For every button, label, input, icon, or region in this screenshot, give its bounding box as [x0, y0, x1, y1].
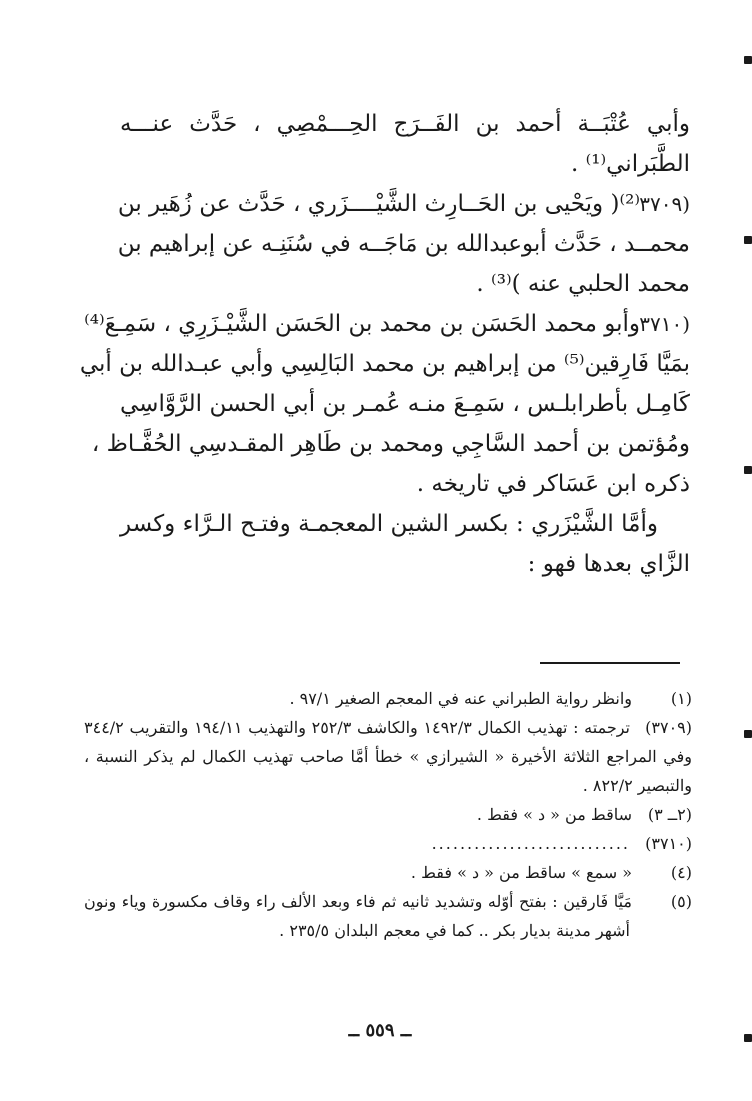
- footnote-number: (٤): [670, 863, 692, 882]
- text-line: وأبي عُتْبَــة أحمد بن الفَــرَج الحِـــمْصِي ، حَدَّث عنـــه: [120, 111, 690, 137]
- footnote-text: ............................: [431, 834, 630, 853]
- footnote-number: (٢ــ ٣): [647, 805, 692, 824]
- text-line: الزَّاي بعدها فهو :: [527, 551, 690, 577]
- footnote-4: [84, 858, 692, 887]
- text-line: محمــد ، حَدَّث أبوعبدالله بن مَاجَــه في سُنَنِـه عن إبراهيم بن: [117, 231, 690, 257]
- footnote-text: « سمع » ساقط من « د » فقط .: [410, 863, 632, 882]
- text-line: ذكره ابن عَسَاكر في تاريخه .: [416, 471, 690, 497]
- text-line: الطَّبَراني⁽¹⁾ .: [570, 151, 690, 177]
- footnote-text: أشهر مدينة بديار بكر .. كما في معجم البلدان ٢٣٥/٥ .: [279, 921, 630, 940]
- entry-number-3709: (٣٧٠٩: [639, 192, 690, 216]
- footnote-text: ترجمته : تهذيب الكمال ١٤٩٢/٣ والكاشف ٢٥٢/٣ والتهذيب ١٩٤/١١ والتقريب ٣٤٤/٢: [84, 718, 630, 737]
- text-line: كَامِـل بأطرابلـس ، سَمِـعَ منـه عُمـر بن أبي الحسن الرَّوَّاسِي: [120, 391, 690, 417]
- footnote-number: (٣٧١٠): [645, 834, 692, 853]
- text-line: ⁽²⁾( ويَحْيى بن الحَــارِث الشَّيْــــزَري ، حَدَّث عن زُهَير بن: [117, 191, 640, 217]
- scan-edge-mark: [744, 730, 752, 738]
- footnote-3709: [84, 713, 692, 742]
- footnote-separator: [540, 662, 680, 664]
- text-line: بمَيَّا فَارِقين⁽⁵⁾ من إبراهيم بن محمد البَالِسِي وأبي عبـدالله بن أبي: [79, 351, 690, 377]
- footnote-text: وفي المراجع الثلاثة الأخيرة « الشيرازي » خطأ أمَّا صاحب تهذيب الكمال لم يذكر النسبة ،: [84, 747, 692, 766]
- scan-edge-mark: [744, 56, 752, 64]
- footnote-1: [84, 684, 692, 713]
- entry-3710-line: [84, 304, 690, 344]
- text-line: وأبو محمد الحَسَن بن محمد بن الحَسَن الشَّيْـزَرِي ، سَمِـعَ⁽⁴⁾: [84, 311, 640, 337]
- entry-3709-line: [117, 184, 690, 224]
- scan-edge-mark: [744, 1034, 752, 1042]
- footnote-text: ساقط من « د » فقط .: [476, 805, 632, 824]
- scan-edge-mark: [744, 466, 752, 474]
- footnote-5: [84, 887, 692, 916]
- text-line: وأمَّا الشَّيْزَري : بكسر الشين المعجمـة وفتـح الـرَّاء وكسر: [120, 511, 658, 537]
- footnote-2-3: [84, 800, 692, 829]
- footnote-text: مَيَّا فَارقين : بفتح أوّله وتشديد ثانيه ثم فاء وبعد الألف راء وقاف مكسورة وياء ونون: [84, 892, 632, 911]
- text-line: ومُؤتمن بن أحمد السَّاجِي ومحمد بن طَاهِر المقـدسِي الحُفَّـاظ ،: [91, 431, 690, 457]
- footnote-number: (١): [670, 689, 692, 708]
- footnotes-block: [84, 680, 692, 945]
- footnote-3710: [84, 829, 692, 858]
- scan-edge-mark: [744, 236, 752, 244]
- entry-number-3710: (٣٧١٠: [639, 312, 690, 336]
- footnote-text: والتبصير ٨٢٢/٢ .: [582, 776, 692, 795]
- footnote-number: (٣٧٠٩): [645, 718, 692, 737]
- text-line: محمد الحلبي عنه )⁽³⁾ .: [476, 271, 690, 297]
- main-text-block: [79, 104, 690, 584]
- page-number: ــ ٥٥٩ ــ: [348, 1020, 412, 1041]
- footnote-text: وانظر رواية الطبراني عنه في المعجم الصغير ٩٧/١ .: [289, 689, 632, 708]
- footnote-number: (٥): [670, 892, 692, 911]
